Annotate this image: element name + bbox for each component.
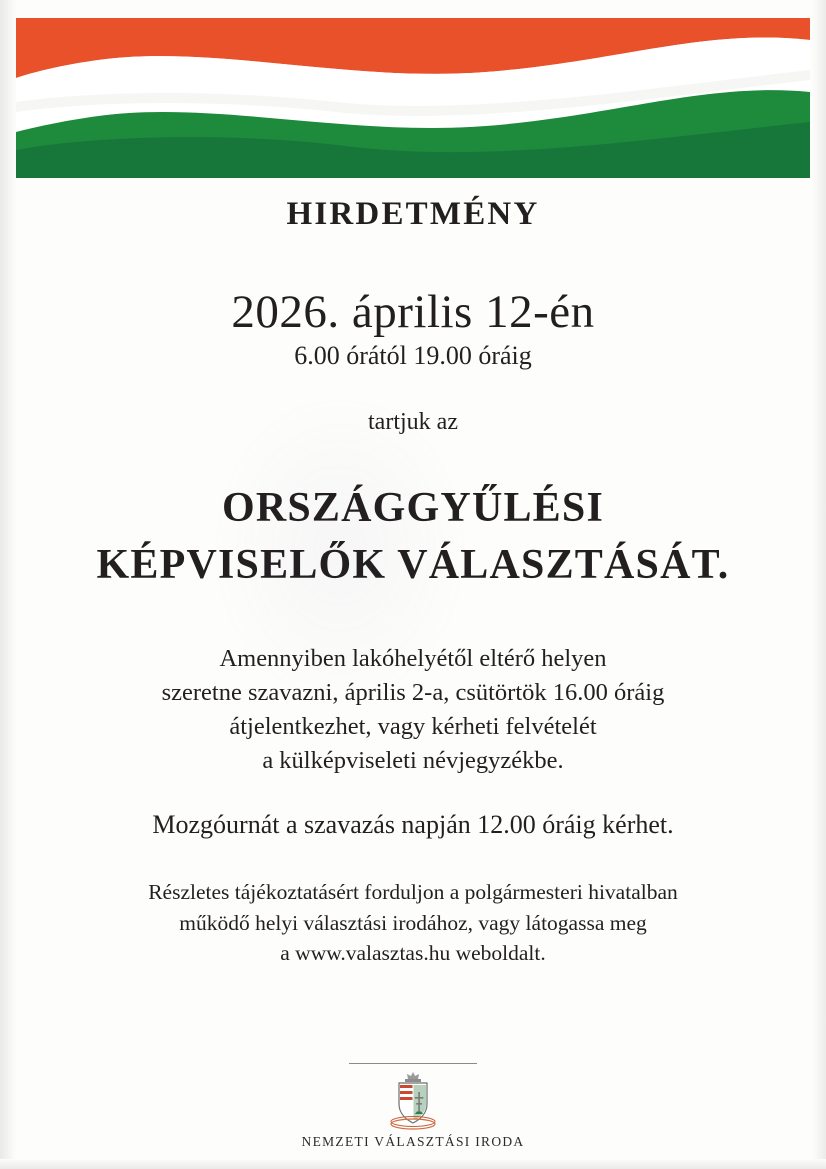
headline-line-1: ORSZÁGGYŰLÉSI (221, 485, 605, 531)
hungarian-flag-wave-banner (16, 18, 810, 178)
info-paragraph-1-line-2: szeretne szavazni, április 2-a, csütörtök 16.00 óráig (161, 679, 665, 707)
organization-label: NEMZETI VÁLASZTÁSI IRODA (301, 1134, 525, 1149)
lead-text: tartjuk az (368, 409, 458, 435)
poster-content (0, 196, 826, 969)
election-date: 2026. április 12-én (231, 286, 595, 338)
info-paragraph-3 (0, 877, 826, 969)
info-paragraph-3-line-2: működő helyi választási irodához, vagy látogassa meg (179, 910, 647, 935)
headline-line-2: KÉPVISELŐK VÁLASZTÁSÁT. (96, 542, 730, 589)
info-paragraph-1-line-3: átjelentkezhet, vagy kérheti felvételét (229, 712, 597, 740)
info-paragraph-1-line-1: Amennyiben lakóhelyétől eltérő helyen (219, 645, 607, 673)
info-paragraph-1 (0, 642, 826, 777)
info-paragraph-1-line-4: a külképviseleti névjegyzékbe. (262, 746, 564, 774)
hungarian-coat-of-arms-icon (385, 1070, 441, 1132)
page-title: HIRDETMÉNY (286, 196, 540, 232)
info-paragraph-3-line-1: Részletes tájékoztatásért forduljon a polgármesteri hivatalban (148, 880, 678, 905)
election-headline (0, 480, 826, 594)
footer-divider (349, 1063, 477, 1064)
mobile-ballot-box-note: Mozgóurnát a szavazás napján 12.00 óráig kérhet. (152, 810, 674, 840)
footer (0, 1070, 826, 1150)
info-paragraph-3-line-3: a www.valasztas.hu weboldalt. (280, 941, 546, 966)
scan-edge-bottom (0, 1159, 826, 1169)
election-hours: 6.00 órától 19.00 óráig (294, 341, 532, 370)
